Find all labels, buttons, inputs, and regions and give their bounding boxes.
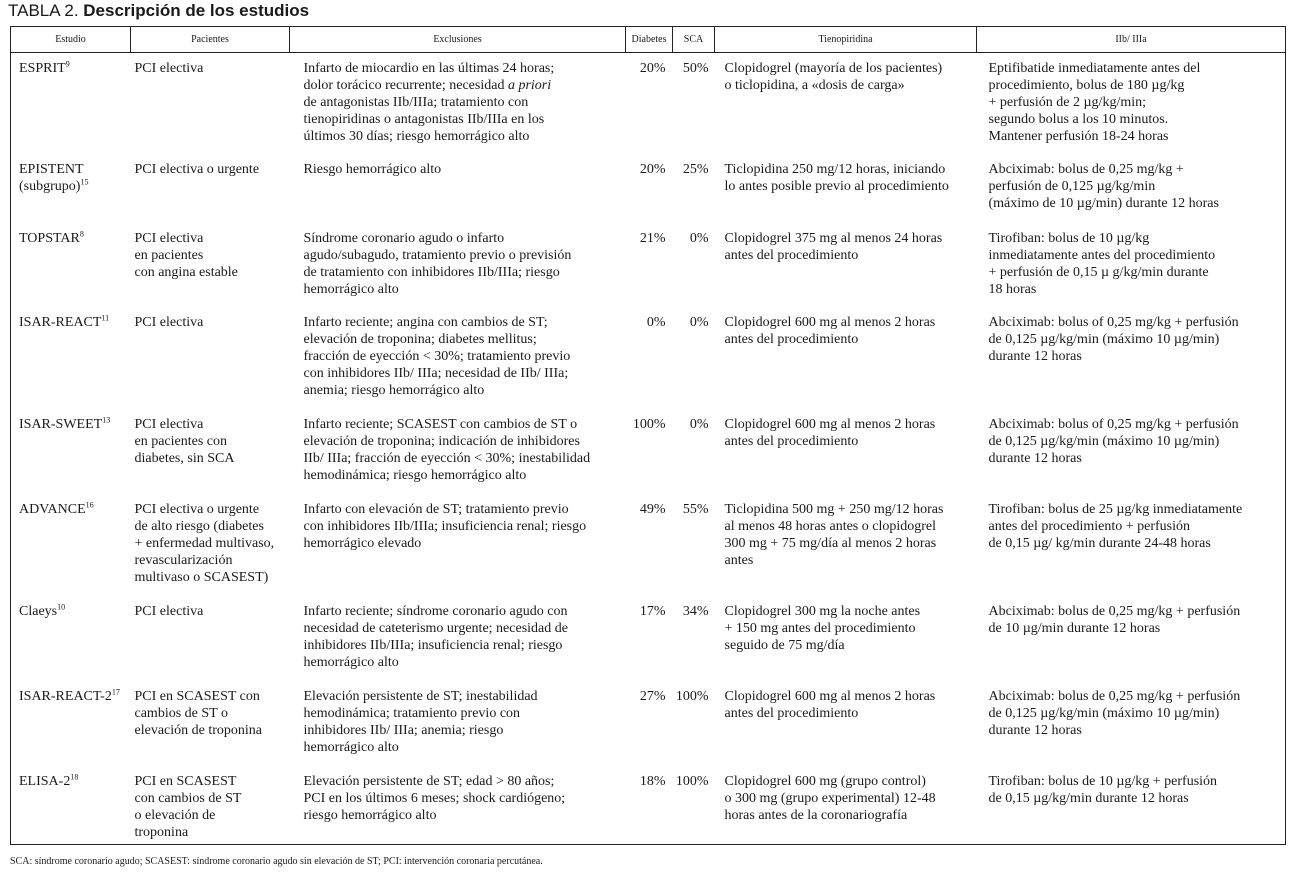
cell-exclusions: Infarto reciente; SCASEST con cambios de ST o elevación de troponina; indicación de inhibidores IIb/ IIIa; fracción de eyección < 30%; inestabilidad hemodinámica; riesgo hemorrágico alto [303,416,591,483]
cell-sca: 0% [689,230,709,246]
table-title-label: TABLA 2. [8,1,84,20]
cell-study [11,494,131,596]
studies-table [10,26,1286,845]
cell-thienopyridine: Ticlopidina 500 mg + 250 mg/12 horas al menos 48 horas antes o clopidogrel 300 mg + 75 mg/día al menos 2 horas antes [724,501,944,568]
study-reference: 11 [101,312,110,322]
study-name: EPISTENT (subgrupo) [19,161,84,194]
table-title [8,0,309,22]
header-diabetes: Diabetes [626,27,673,53]
cell-exclusions: Infarto reciente; angina con cambios de ST; elevación de troponina; diabetes mellitus; fracción de eyección < 30%; tratamiento previo con inhibidores IIb/ IIIa; necesidad de IIb/ IIIa; anemia; riesgo hemorrágico alto [303,314,571,398]
cell-sca: 0% [689,416,709,432]
cell-diabetes: 100% [632,416,666,432]
study-name: ISAR-REACT-2 [19,688,112,704]
study-name: Claeys [19,603,58,619]
cell-diabetes: 17% [639,603,666,619]
study-name: ADVANCE [19,501,86,517]
table-row [11,494,1286,596]
cell-study [11,223,131,307]
cell-patients: PCI electiva o urgente de alto riesgo (diabetes + enfermedad multivaso, revascularización multivaso o SCASEST) [134,501,275,585]
table-row [11,307,1286,409]
cell-iib-iiia: Tirofiban: bolus de 25 µg/kg inmediatamente antes del procedimiento + perfusión de 0,15 µg/ kg/min durante 24-48 horas [988,501,1243,551]
table-header [11,27,1286,53]
cell-patients: PCI electiva [134,314,204,330]
header-sca: SCA [673,27,715,53]
cell-patients: PCI electiva o urgente [134,161,260,177]
header-exclusiones: Exclusiones [290,27,626,53]
study-reference: 13 [102,414,111,424]
study-name: TOPSTAR [19,230,80,246]
cell-thienopyridine: Clopidogrel (mayoría de los pacientes) o ticlopidina, a «dosis de carga» [724,61,943,93]
cell-diabetes: 0% [646,314,666,330]
cell-exclusions: Infarto con elevación de ST; tratamiento previo con inhibidores IIb/IIIa; insuficiencia renal; riesgo hemorrágico elevado [303,501,587,551]
cell-study [11,766,131,845]
cell-thienopyridine: Clopidogrel 600 mg al menos 2 horas antes del procedimiento [724,688,936,721]
cell-exclusions: Elevación persistente de ST; edad > 80 años; PCI en los últimos 6 meses; shock cardiógeno; riesgo hemorrágico alto [303,773,566,823]
table-row [11,766,1286,845]
header-estudio: Estudio [11,27,131,53]
table-row [11,681,1286,766]
cell-exclusions: Síndrome coronario agudo o infarto agudo/subagudo, tratamiento previo o previsión de tratamiento con inhibidores IIb/IIIa; riesgo hemorrágico alto [303,230,572,297]
cell-exclusions: Infarto de miocardio en las últimas 24 horas; dolor torácico recurrente; necesidad a priori de antagonistas IIb/IIIa; tratamiento con tienopiridinas o antagonistas IIb/IIIa en los últimos 30 días; riesgo hemorrágico alto [303,61,555,144]
cell-patients: PCI electiva [134,61,204,76]
study-reference: 8 [79,228,84,238]
study-name: ESPRIT [19,61,66,76]
cell-patients: PCI en SCASEST con cambios de ST o elevación de troponina [134,688,263,738]
cell-thienopyridine: Clopidogrel 600 mg al menos 2 horas antes del procedimiento [724,416,936,449]
study-name: ISAR-SWEET [19,416,103,432]
table-row [11,154,1286,223]
cell-thienopyridine: Clopidogrel 600 mg al menos 2 horas antes del procedimiento [724,314,936,347]
cell-sca: 100% [675,688,709,704]
cell-thienopyridine: Clopidogrel 600 mg (grupo control) o 300 mg (grupo experimental) 12-48 horas antes de la coronariografía [724,773,936,823]
cell-exclusions: Riesgo hemorrágico alto [303,161,442,177]
table-row [11,596,1286,681]
cell-diabetes: 20% [639,61,666,76]
cell-iib-iiia: Eptifibatide inmediatamente antes del procedimiento, bolus de 180 µg/kg + perfusión de 2 µg/kg/min; segundo bolus a los 10 minutos. Mantener perfusión 18-24 horas [988,61,1201,144]
italic-phrase: a priori [507,78,552,93]
table-row [11,53,1286,154]
study-reference: 9 [65,59,70,69]
cell-thienopyridine: Ticlopidina 250 mg/12 horas, iniciando lo antes posible previo al procedimiento [724,161,949,194]
cell-patients: PCI electiva [134,603,204,619]
cell-iib-iiia: Abciximab: bolus de 0,25 mg/kg + perfusión de 10 µg/min durante 12 horas [988,603,1241,636]
cell-study [11,307,131,409]
study-reference: 17 [111,686,120,696]
cell-iib-iiia: Abciximab: bolus de 0,25 mg/kg + perfusión de 0,125 µg/kg/min (máximo de 10 µg/min) durante 12 horas [988,161,1219,211]
cell-sca: 34% [682,603,709,619]
cell-patients: PCI electiva en pacientes con diabetes, sin SCA [134,416,235,466]
cell-sca: 25% [682,161,709,177]
header-tienopiridina: Tienopiridina [715,27,977,53]
cell-patients: PCI en SCASEST con cambios de ST o elevación de troponina [134,773,242,840]
cell-exclusions: Elevación persistente de ST; inestabilidad hemodinámica; tratamiento previo con inhibidores IIb/ IIIa; anemia; riesgo hemorrágico alto [303,688,538,755]
cell-study [11,409,131,494]
cell-sca: 0% [689,314,709,330]
cell-diabetes: 27% [639,688,666,704]
study-name: ELISA-2 [19,773,71,789]
cell-study [11,681,131,766]
cell-sca: 50% [682,61,709,76]
cell-thienopyridine: Clopidogrel 300 mg la noche antes + 150 mg antes del procedimiento seguido de 75 mg/día [724,603,921,653]
table-title-text: Descripción de los estudios [83,1,310,20]
table-row [11,223,1286,307]
table-footnote: SCA: síndrome coronario agudo; SCASEST: síndrome coronario agudo sin elevación de ST; PCI: intervención coronaria percutánea. [10,856,543,867]
study-name: ISAR-REACT [19,314,102,330]
cell-iib-iiia: Abciximab: bolus of 0,25 mg/kg + perfusión de 0,125 µg/kg/min (máximo 10 µg/min) durante 12 horas [988,416,1239,466]
cell-sca: 100% [675,773,709,789]
cell-iib-iiia: Abciximab: bolus of 0,25 mg/kg + perfusión de 0,125 µg/kg/min (máximo 10 µg/min) durante 12 horas [988,314,1239,364]
cell-diabetes: 20% [639,161,666,177]
cell-patients: PCI electiva en pacientes con angina estable [134,230,238,280]
cell-iib-iiia: Abciximab: bolus de 0,25 mg/kg + perfusión de 0,125 µg/kg/min (máximo 10 µg/min) durante 12 horas [988,688,1241,738]
header-row [11,27,1286,53]
cell-diabetes: 21% [639,230,666,246]
cell-diabetes: 49% [639,501,666,517]
study-reference: 10 [57,601,66,611]
cell-thienopyridine: Clopidogrel 375 mg al menos 24 horas antes del procedimiento [724,230,943,263]
cell-study [11,596,131,681]
cell-study [11,53,131,154]
header-pacientes: Pacientes [131,27,290,53]
study-reference: 16 [85,499,94,509]
study-reference: 18 [70,771,79,781]
table-body [11,53,1286,845]
study-reference: 15 [80,176,89,186]
header-iib-iiia: IIb/ IIIa [977,27,1286,53]
cell-exclusions: Infarto reciente; síndrome coronario agudo con necesidad de cateterismo urgente; necesidad de inhibidores IIb/IIIa; insuficiencia renal; riesgo hemorrágico alto [303,603,568,670]
cell-sca: 55% [682,501,709,517]
table-row [11,409,1286,494]
cell-diabetes: 18% [639,773,666,789]
cell-iib-iiia: Tirofiban: bolus de 10 µg/kg inmediatamente antes del procedimiento + perfusión de 0,15 µ g/kg/min durante 18 horas [988,230,1216,297]
cell-study [11,154,131,223]
cell-iib-iiia: Tirofiban: bolus de 10 µg/kg + perfusión de 0,15 µg/kg/min durante 12 horas [988,773,1218,806]
